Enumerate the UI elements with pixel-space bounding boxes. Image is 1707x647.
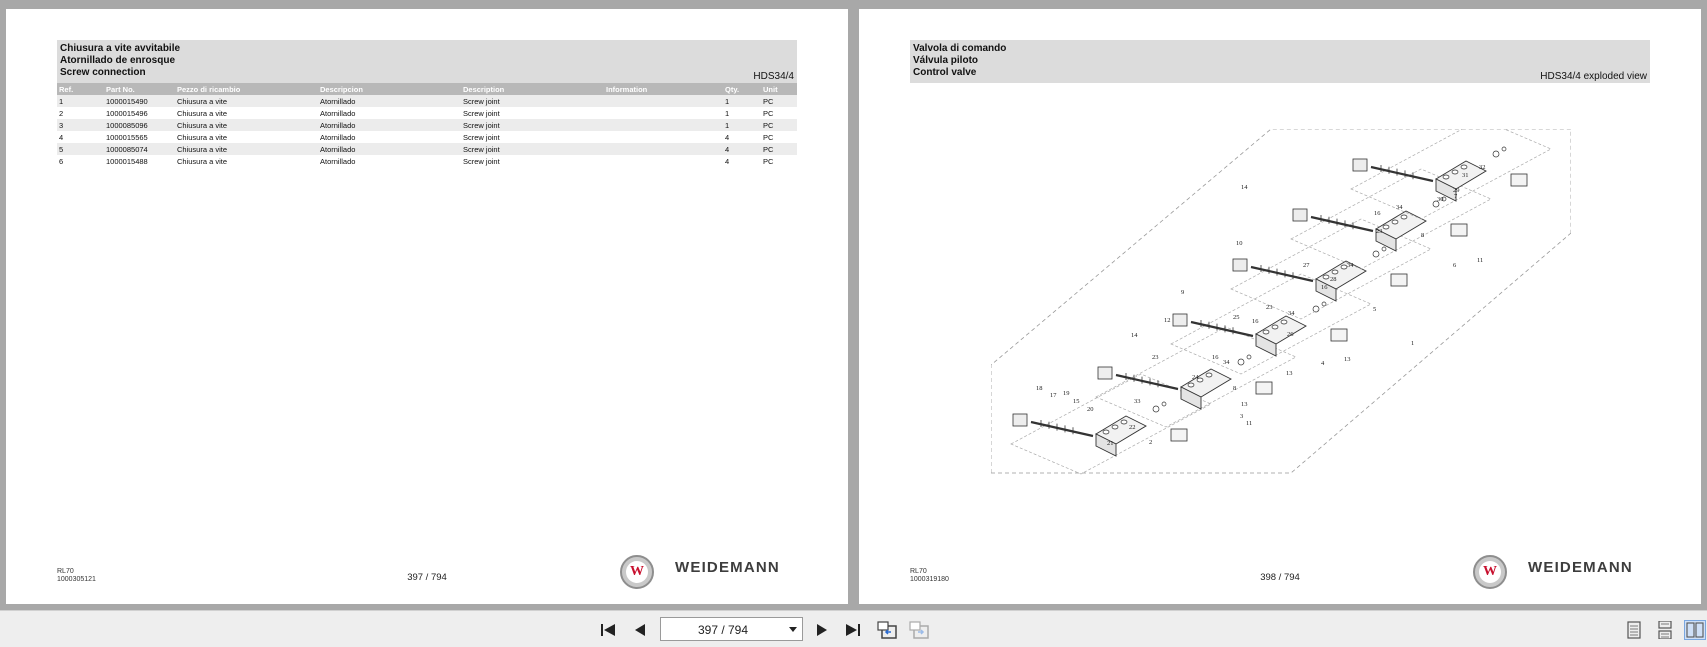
cell-description: Screw joint bbox=[461, 119, 604, 131]
title-english: Screw connection bbox=[60, 67, 146, 78]
previous-page-icon bbox=[633, 622, 647, 638]
cell-part-no: 1000085074 bbox=[104, 143, 175, 155]
model-code: HDS34/4 exploded view bbox=[1540, 71, 1647, 82]
end-cap bbox=[1098, 367, 1112, 379]
o-ring bbox=[1373, 251, 1379, 257]
cell-information bbox=[604, 119, 723, 131]
callout-number: 33 bbox=[1134, 398, 1141, 405]
callout-number: 14 bbox=[1131, 332, 1138, 339]
o-ring bbox=[1313, 306, 1319, 312]
valve-bore bbox=[1443, 175, 1449, 179]
valve-bore bbox=[1401, 215, 1407, 219]
valve-bore bbox=[1332, 270, 1338, 274]
first-page-button[interactable] bbox=[598, 620, 618, 640]
end-cap bbox=[1293, 209, 1307, 221]
page-number-label: 398 / 794 bbox=[1260, 572, 1300, 583]
cell-ref: 6 bbox=[57, 155, 104, 167]
valve-bore bbox=[1452, 170, 1458, 174]
left-page-header bbox=[57, 40, 797, 83]
cell-unit: PC bbox=[761, 119, 797, 131]
o-ring bbox=[1493, 151, 1499, 157]
go-back-button[interactable] bbox=[876, 620, 900, 640]
column-header: Description bbox=[461, 83, 604, 95]
callout-number: 34 bbox=[1347, 262, 1354, 269]
cell-pezzo: Chiusura a vite bbox=[175, 143, 318, 155]
callout-number: 18 bbox=[1036, 385, 1043, 392]
side-cover bbox=[1511, 174, 1527, 186]
cell-descripcion: Atornillado bbox=[318, 95, 461, 107]
callout-number: 24 bbox=[1192, 374, 1199, 381]
callout-number: 3 bbox=[1240, 413, 1244, 420]
page-number-input[interactable] bbox=[661, 618, 785, 642]
valve-bore bbox=[1263, 330, 1269, 334]
side-cover bbox=[1331, 329, 1347, 341]
callout-number: 16 bbox=[1374, 210, 1381, 217]
go-forward-icon bbox=[909, 620, 931, 640]
cell-ref: 2 bbox=[57, 107, 104, 119]
valve-section bbox=[1351, 129, 1551, 219]
continuous-view-icon bbox=[1657, 621, 1673, 639]
column-header: Ref. bbox=[57, 83, 104, 95]
callout-number: 11 bbox=[1477, 257, 1484, 264]
valve-bore bbox=[1383, 225, 1389, 229]
callout-number: 27 bbox=[1303, 262, 1310, 269]
end-cap bbox=[1013, 414, 1027, 426]
cell-unit: PC bbox=[761, 155, 797, 167]
first-page-icon bbox=[599, 622, 617, 638]
callout-number: 16 bbox=[1212, 354, 1219, 361]
end-cap bbox=[1233, 259, 1247, 271]
cell-descripcion: Atornillado bbox=[318, 107, 461, 119]
cell-unit: PC bbox=[761, 107, 797, 119]
table-row bbox=[57, 155, 797, 167]
title-italian: Valvola di comando bbox=[913, 43, 1007, 54]
table-row bbox=[57, 143, 797, 155]
cell-information bbox=[604, 131, 723, 143]
valve-sections bbox=[1011, 129, 1551, 474]
cell-descripcion: Atornillado bbox=[318, 143, 461, 155]
valve-bore bbox=[1112, 425, 1118, 429]
cell-pezzo: Chiusura a vite bbox=[175, 119, 318, 131]
spool-shaft bbox=[1191, 322, 1253, 336]
cell-ref: 3 bbox=[57, 119, 104, 131]
cell-information bbox=[604, 155, 723, 167]
callout-number: 14 bbox=[1241, 184, 1248, 191]
cell-description: Screw joint bbox=[461, 143, 604, 155]
callout-number: 34 bbox=[1288, 310, 1295, 317]
cell-part-no: 1000015496 bbox=[104, 107, 175, 119]
exploded-view-diagram bbox=[991, 129, 1571, 509]
cell-unit: PC bbox=[761, 95, 797, 107]
valve-bore bbox=[1392, 220, 1398, 224]
right-page-header bbox=[910, 40, 1650, 83]
cell-unit: PC bbox=[761, 131, 797, 143]
left-page-title bbox=[60, 43, 180, 79]
weidemann-logo-icon bbox=[620, 555, 654, 589]
callout-number: 8 bbox=[1421, 232, 1425, 239]
callout-number: 16 bbox=[1321, 284, 1328, 291]
diagram-frame bbox=[991, 129, 1571, 473]
cell-pezzo: Chiusura a vite bbox=[175, 95, 318, 107]
callout-number: 21 bbox=[1107, 440, 1114, 447]
right-page-title bbox=[913, 43, 1006, 79]
footer-number: 1000305121 bbox=[57, 576, 96, 583]
column-header: Part No. bbox=[104, 83, 175, 95]
title-spanish: Atornillado de enrosque bbox=[60, 55, 176, 66]
cell-qty: 1 bbox=[723, 107, 761, 119]
spool-shaft bbox=[1116, 375, 1178, 389]
callout-number: 15 bbox=[1073, 398, 1080, 405]
go-forward-button[interactable] bbox=[908, 620, 932, 640]
side-cover bbox=[1391, 274, 1407, 286]
end-cap bbox=[1353, 159, 1367, 171]
cell-information bbox=[604, 95, 723, 107]
callout-number: 28 bbox=[1330, 276, 1337, 283]
cell-description: Screw joint bbox=[461, 95, 604, 107]
callout-number: 13 bbox=[1286, 370, 1293, 377]
valve-bore bbox=[1461, 165, 1467, 169]
callout-number: 13 bbox=[1241, 401, 1248, 408]
cell-ref: 1 bbox=[57, 95, 104, 107]
footer-model: RL70 bbox=[910, 568, 927, 575]
cell-qty: 4 bbox=[723, 155, 761, 167]
callout-number: 26 bbox=[1287, 331, 1294, 338]
go-back-icon bbox=[877, 620, 899, 640]
callout-number: 5 bbox=[1373, 306, 1377, 313]
callout-number: 34 bbox=[1223, 359, 1230, 366]
single-page-view-button[interactable] bbox=[1624, 620, 1644, 640]
o-ring bbox=[1247, 355, 1251, 359]
cell-part-no: 1000015488 bbox=[104, 155, 175, 167]
cell-ref: 4 bbox=[57, 131, 104, 143]
next-page-icon bbox=[815, 622, 829, 638]
callout-number: 16 bbox=[1252, 318, 1259, 325]
valve-section bbox=[1171, 274, 1371, 374]
callout-number: 23 bbox=[1376, 228, 1383, 235]
callout-number: 10 bbox=[1236, 240, 1243, 247]
weidemann-logo-icon bbox=[1473, 555, 1507, 589]
two-page-view-icon bbox=[1686, 622, 1704, 638]
callout-number: 8 bbox=[1233, 385, 1237, 392]
side-cover bbox=[1171, 429, 1187, 441]
o-ring bbox=[1162, 402, 1166, 406]
callout-number: 22 bbox=[1129, 424, 1136, 431]
valve-bore bbox=[1281, 320, 1287, 324]
logo-letter: W bbox=[626, 561, 648, 583]
valve-bore bbox=[1323, 275, 1329, 279]
footer-number: 1000319180 bbox=[910, 576, 949, 583]
title-english: Control valve bbox=[913, 67, 977, 78]
callout-number: 19 bbox=[1063, 390, 1070, 397]
callout-number: 29 bbox=[1453, 187, 1460, 194]
logo-letter: W bbox=[1479, 561, 1501, 583]
table-row bbox=[57, 107, 797, 119]
callout-number: 25 bbox=[1233, 314, 1240, 321]
callout-number: 17 bbox=[1050, 392, 1057, 399]
valve-bore bbox=[1121, 420, 1127, 424]
table-header-row bbox=[57, 83, 797, 95]
end-cap bbox=[1173, 314, 1187, 326]
cell-pezzo: Chiusura a vite bbox=[175, 155, 318, 167]
cell-ref: 5 bbox=[57, 143, 104, 155]
o-ring bbox=[1153, 406, 1159, 412]
cell-pezzo: Chiusura a vite bbox=[175, 131, 318, 143]
callout-number: 2 bbox=[1149, 439, 1153, 446]
callout-number: 13 bbox=[1344, 356, 1351, 363]
cell-part-no: 1000015565 bbox=[104, 131, 175, 143]
cell-description: Screw joint bbox=[461, 155, 604, 167]
callout-number: 20 bbox=[1087, 406, 1094, 413]
two-page-view-button[interactable] bbox=[1684, 620, 1706, 640]
table-row bbox=[57, 131, 797, 143]
callout-number: 34 bbox=[1396, 204, 1403, 211]
cell-part-no: 1000015490 bbox=[104, 95, 175, 107]
cell-information bbox=[604, 107, 723, 119]
brand-name: WEIDEMANN bbox=[1528, 559, 1633, 576]
column-header: Information bbox=[604, 83, 723, 95]
parts-table bbox=[57, 83, 797, 167]
callout-number: 7 bbox=[1454, 193, 1458, 200]
spool-shaft bbox=[1251, 267, 1313, 281]
side-cover bbox=[1256, 382, 1272, 394]
continuous-view-button[interactable] bbox=[1655, 620, 1675, 640]
cell-qty: 4 bbox=[723, 143, 761, 155]
callout-number: 9 bbox=[1181, 289, 1185, 296]
spool-shaft bbox=[1031, 422, 1093, 436]
diagram-frame bbox=[991, 233, 1571, 473]
cell-descripcion: Atornillado bbox=[318, 119, 461, 131]
cell-qty: 1 bbox=[723, 95, 761, 107]
cell-qty: 1 bbox=[723, 119, 761, 131]
table-row bbox=[57, 119, 797, 131]
last-page-icon bbox=[844, 622, 862, 638]
cell-pezzo: Chiusura a vite bbox=[175, 107, 318, 119]
callout-number: 4 bbox=[1321, 360, 1325, 367]
single-page-view-icon bbox=[1626, 621, 1642, 639]
cell-qty: 4 bbox=[723, 131, 761, 143]
cell-descripcion: Atornillado bbox=[318, 155, 461, 167]
cell-description: Screw joint bbox=[461, 131, 604, 143]
next-page-button[interactable] bbox=[812, 620, 832, 640]
callout-number: 32 bbox=[1479, 164, 1486, 171]
callout-number: 11 bbox=[1246, 420, 1253, 427]
o-ring bbox=[1502, 147, 1506, 151]
o-ring bbox=[1238, 359, 1244, 365]
right-document-page bbox=[859, 9, 1701, 604]
page-number-box[interactable] bbox=[660, 617, 803, 641]
callout-number: 6 bbox=[1453, 262, 1457, 269]
callout-number: 1 bbox=[1411, 340, 1415, 347]
cell-information bbox=[604, 143, 723, 155]
column-header: Unit bbox=[761, 83, 797, 95]
left-document-page bbox=[6, 9, 848, 604]
last-page-button[interactable] bbox=[843, 620, 863, 640]
callout-labels bbox=[1036, 164, 1486, 447]
viewer-toolbar bbox=[0, 610, 1707, 647]
valve-bore bbox=[1188, 383, 1194, 387]
callout-number: 12 bbox=[1164, 317, 1171, 324]
callout-number: 23 bbox=[1152, 354, 1159, 361]
previous-page-button[interactable] bbox=[630, 620, 650, 640]
page-number-label: 397 / 794 bbox=[407, 572, 447, 583]
o-ring bbox=[1322, 302, 1326, 306]
model-code: HDS34/4 bbox=[753, 71, 794, 82]
brand-name: WEIDEMANN bbox=[675, 559, 780, 576]
column-header: Qty. bbox=[723, 83, 761, 95]
cell-descripcion: Atornillado bbox=[318, 131, 461, 143]
footer-model: RL70 bbox=[57, 568, 74, 575]
valve-bore bbox=[1103, 430, 1109, 434]
cell-unit: PC bbox=[761, 143, 797, 155]
title-spanish: Válvula piloto bbox=[913, 55, 979, 66]
side-cover bbox=[1451, 224, 1467, 236]
callout-number: 23 bbox=[1266, 304, 1273, 311]
callout-number: 31 bbox=[1462, 172, 1469, 179]
callout-number: 30 bbox=[1437, 196, 1444, 203]
cell-description: Screw joint bbox=[461, 107, 604, 119]
valve-bore bbox=[1206, 373, 1212, 377]
valve-bore bbox=[1272, 325, 1278, 329]
table-row bbox=[57, 95, 797, 107]
column-header: Pezzo di ricambio bbox=[175, 83, 318, 95]
column-header: Descripcion bbox=[318, 83, 461, 95]
cell-part-no: 1000085096 bbox=[104, 119, 175, 131]
o-ring bbox=[1382, 247, 1386, 251]
title-italian: Chiusura a vite avvitabile bbox=[60, 43, 181, 54]
chevron-down-icon[interactable] bbox=[788, 623, 798, 635]
